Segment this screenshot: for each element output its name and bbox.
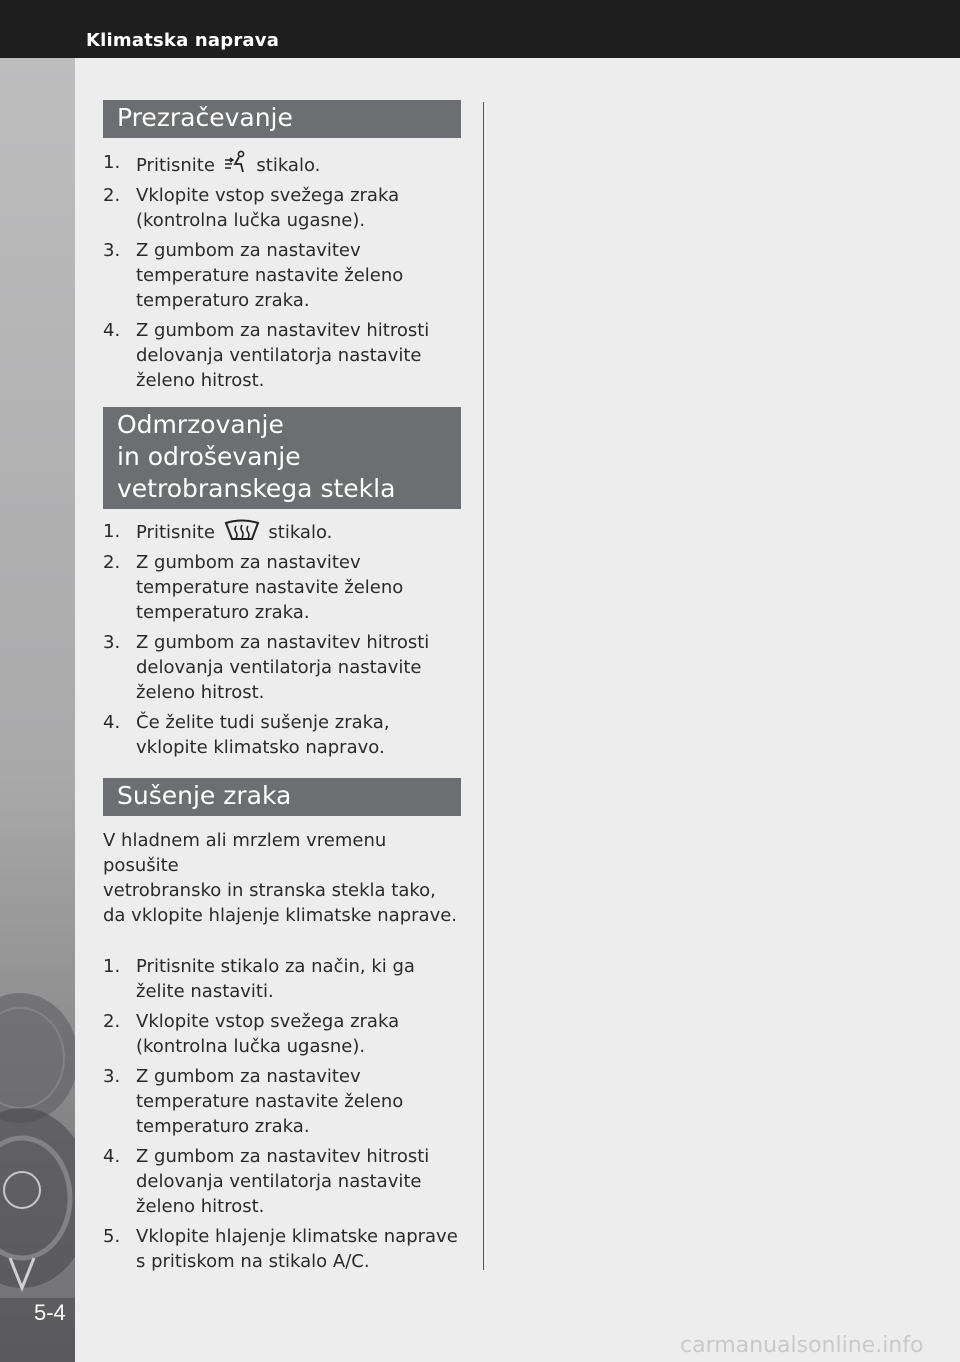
list-item: [103, 519, 461, 545]
step-text: Vklopite hlajenje klimatske naprave: [136, 1226, 458, 1247]
step-text: Če želite tudi sušenje zraka,: [136, 712, 390, 733]
list-item: [103, 183, 461, 233]
step-text: stikalo.: [268, 522, 333, 543]
heading-line: Prezračevanje: [117, 103, 293, 132]
list-item: [103, 238, 461, 313]
step-text: Vklopite vstop svežega zraka: [136, 185, 400, 206]
list-item: [103, 954, 461, 1004]
step-text: delovanja ventilatorja nastavite: [136, 657, 422, 678]
step-number: 3.: [103, 240, 121, 261]
list-item: [103, 1144, 461, 1219]
step-number: 1.: [103, 521, 121, 542]
step-text: želeno hitrost.: [136, 1196, 265, 1217]
list-item: [103, 318, 461, 393]
step-number: 4.: [103, 712, 121, 733]
section-heading-ventilation: [103, 100, 461, 138]
page-header-bar: [0, 0, 960, 58]
step-number: 5.: [103, 1226, 121, 1247]
step-text: Z gumbom za nastavitev hitrosti: [136, 632, 430, 653]
heading-line: vetrobranskega stekla: [117, 474, 396, 503]
list-item: [103, 630, 461, 705]
step-text: stikalo.: [256, 155, 321, 176]
intro-paragraph: [103, 828, 461, 928]
steps-list-ventilation: [103, 150, 461, 393]
step-text: delovanja ventilatorja nastavite: [136, 1171, 422, 1192]
step-number: 1.: [103, 152, 121, 173]
step-text: (kontrolna lučka ugasne).: [136, 210, 366, 231]
step-text: Z gumbom za nastavitev hitrosti: [136, 320, 430, 341]
step-number: 4.: [103, 1146, 121, 1167]
heading-line: Sušenje zraka: [117, 781, 292, 810]
step-text: želeno hitrost.: [136, 682, 265, 703]
dashboard-photo-icon: [0, 928, 75, 1362]
step-text: delovanja ventilatorja nastavite: [136, 345, 422, 366]
step-text: temperaturo zraka.: [136, 602, 310, 623]
sidebar-band: [0, 58, 75, 1362]
step-text: temperature nastavite želeno: [136, 1091, 404, 1112]
heading-line: in odroševanje: [117, 442, 301, 471]
step-text: temperaturo zraka.: [136, 1116, 310, 1137]
step-text: temperature nastavite želeno: [136, 265, 404, 286]
step-text: (kontrolna lučka ugasne).: [136, 1036, 366, 1057]
steps-list-drying: [103, 954, 461, 1274]
page-number: 5-4: [34, 1300, 66, 1325]
step-text: temperaturo zraka.: [136, 290, 310, 311]
step-text: Z gumbom za nastavitev hitrosti: [136, 1146, 430, 1167]
section-heading-defrost: [103, 407, 461, 509]
paragraph-line: vetrobransko in stranska stekla tako,: [103, 880, 436, 901]
list-item: [103, 1224, 461, 1274]
list-item: [103, 150, 461, 178]
step-text: Z gumbom za nastavitev: [136, 552, 361, 573]
step-text: s pritiskom na stikalo A/C.: [136, 1251, 370, 1272]
list-item: [103, 550, 461, 625]
step-number: 2.: [103, 552, 121, 573]
step-number: 4.: [103, 320, 121, 341]
step-text: vklopite klimatsko napravo.: [136, 737, 385, 758]
list-item: [103, 1064, 461, 1139]
step-text: Pritisnite: [136, 155, 215, 176]
list-item: [103, 710, 461, 760]
step-text: Pritisnite: [136, 522, 215, 543]
paragraph-line: da vklopite hlajenje klimatske naprave.: [103, 905, 458, 926]
windshield-defrost-icon: [223, 519, 261, 541]
chapter-title: Klimatska naprava: [86, 30, 280, 51]
list-item: [103, 1009, 461, 1059]
section-heading-drying: [103, 778, 461, 816]
step-text: želeno hitrost.: [136, 370, 265, 391]
watermark-text: carmanualsonline.info: [680, 1333, 924, 1358]
column-divider: [483, 102, 484, 1270]
heading-line: Odmrzovanje: [117, 410, 284, 439]
step-text: temperature nastavite želeno: [136, 577, 404, 598]
step-text: Z gumbom za nastavitev: [136, 240, 361, 261]
step-number: 1.: [103, 956, 121, 977]
step-text: Z gumbom za nastavitev: [136, 1066, 361, 1087]
step-text: želite nastaviti.: [136, 981, 274, 1002]
paragraph-line: V hladnem ali mrzlem vremenu posušite: [103, 830, 387, 876]
step-text: Pritisnite stikalo za način, ki ga: [136, 956, 415, 977]
vent-mode-icon: [223, 150, 249, 174]
step-text: Vklopite vstop svežega zraka: [136, 1011, 400, 1032]
step-number: 2.: [103, 1011, 121, 1032]
step-number: 3.: [103, 632, 121, 653]
step-number: 3.: [103, 1066, 121, 1087]
steps-list-defrost: [103, 519, 461, 760]
main-content: [103, 100, 461, 1279]
step-number: 2.: [103, 185, 121, 206]
